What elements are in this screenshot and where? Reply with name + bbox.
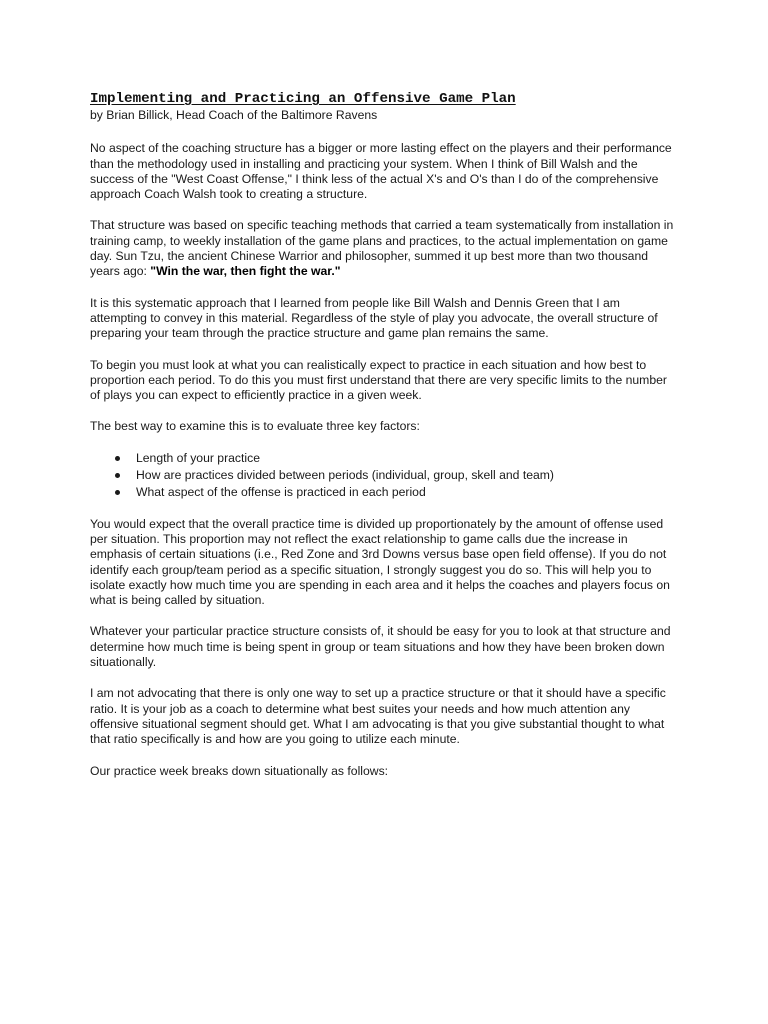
paragraph-proportion: You would expect that the overall practice time is divided up proportionately by the amount of offense used per situation. This proportion may not reflect the exact relationship to game calls due the increase in emphasis of certain situations (i.e., Red Zone and 3rd Downs versus base open field offense). If you do not identify each group/team period as a specific situation, I strongly suggest you do so. This will help you to isolate exactly how much time you are spending in each area and it helps the coaches and players focus on what is being called by situation. [90, 516, 670, 608]
list-item-text: Length of your practice [136, 450, 260, 465]
key-factors-list [90, 451, 680, 501]
sun-tzu-quote: "Win the war, then fight the war." [150, 264, 341, 279]
paragraph-begin: To begin you must look at what you can realistically expect to practice in each situation and how best to proportion each period. To do this you must first understand that there are very specific limits to the number of plays you can expect to efficiently practice in a given week. [90, 357, 667, 403]
paragraph-intro: No aspect of the coaching structure has a bigger or more lasting effect on the players and their performance than the methodology used in installing and practicing your system. When I think of Bill Walsh and the success of the "West Coast Offense," I think less of the actual X's and O's than I do of the comprehensive approach Coach Walsh took to creating a structure. [90, 141, 672, 202]
paragraph-structure [90, 218, 680, 279]
list-item [90, 451, 680, 466]
document-title: Implementing and Practicing an Offensive Game Plan [90, 91, 516, 107]
byline: by Brian Billick, Head Coach of the Baltimore Ravens [90, 108, 378, 122]
list-item [90, 485, 680, 500]
paragraph-advocating: I am not advocating that there is only one way to set up a practice structure or that it should have a specific ratio. It is your job as a coach to determine what best suites your needs and how much attention any offensive situational segment should get. What I am advocating is that you give substantial thought to what that ratio specifically is and how are you going to utilize each minute. [90, 686, 666, 747]
paragraph-practice-structure: Whatever your particular practice structure consists of, it should be easy for you to look at that structure and determine how much time is being spent in group or team situations and how they have been broken down situationally. [90, 624, 671, 670]
paragraph-key-factors-intro: The best way to examine this is to evaluate three key factors: [90, 419, 420, 434]
bullet-icon [115, 490, 120, 495]
paragraph-systematic-approach: It is this systematic approach that I learned from people like Bill Walsh and Dennis Green that I am attempting to convey in this material. Regardless of the style of play you advocate, the overall structure of preparing your team through the practice structure and game plan remains the same. [90, 295, 658, 341]
bullet-icon [115, 473, 120, 478]
list-item-text: How are practices divided between periods (individual, group, skell and team) [136, 468, 554, 483]
list-item [90, 468, 680, 483]
bullet-icon [115, 456, 120, 461]
document-page [90, 90, 680, 795]
paragraph-practice-week: Our practice week breaks down situationally as follows: [90, 763, 389, 778]
paragraph-structure-text: That structure was based on specific teaching methods that carried a team systematically from installation in training camp, to weekly installation of the game plans and practices, to the actual implementation on game day. Sun Tzu, the ancient Chinese Warrior and philosopher, summed it up best more than two thousand years ago: [90, 218, 674, 279]
list-item-text: What aspect of the offense is practiced in each period [136, 485, 426, 500]
